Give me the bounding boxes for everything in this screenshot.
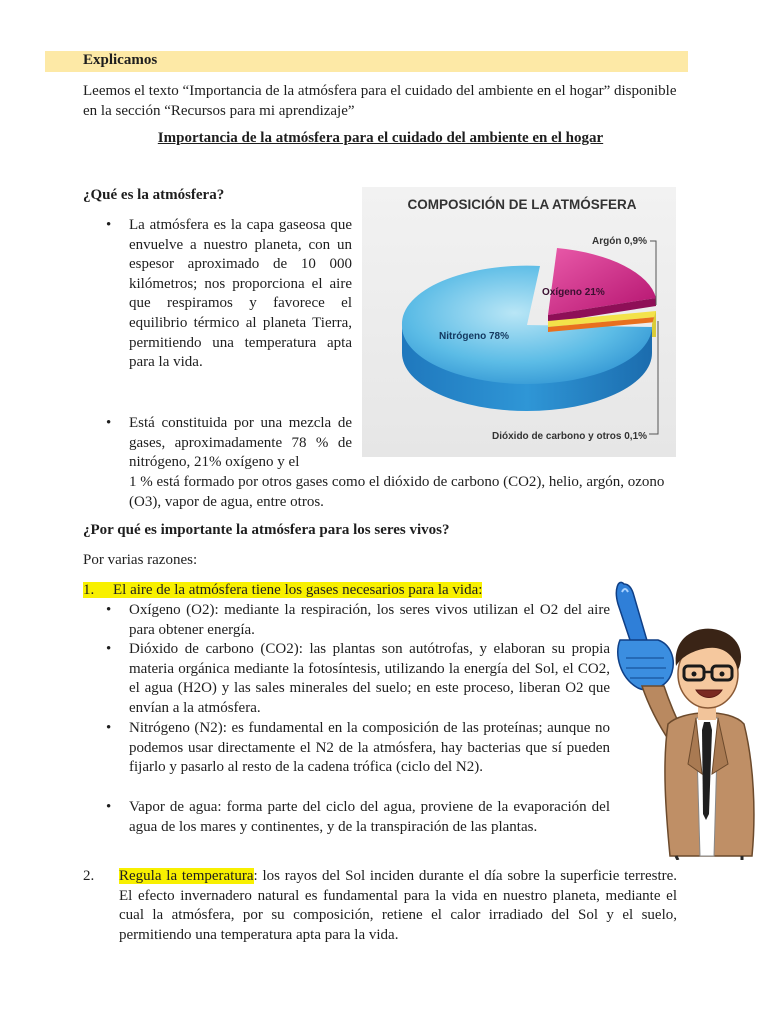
question-heading-2: ¿Por qué es importante la atmósfera para los seres vivos? — [83, 522, 450, 538]
sub-bullet-text: Vapor de agua: forma parte del ciclo del agua, proviene de la evaporación del agua de los mares y continentes, y de la transpiración de las plantas. — [129, 799, 610, 835]
teacher-cartoon-illustration — [612, 574, 768, 860]
item-number-2: 2. — [83, 868, 95, 884]
item-number: 1. — [83, 582, 95, 598]
bullet-text-continuation: 1 % está formado por otros gases como el dióxido de carbono (CO2), helio, argón, ozono (O3), vapor de agua, entre otros. — [129, 474, 665, 510]
question-heading-1: ¿Qué es la atmósfera? — [83, 187, 225, 203]
bullet-icon: • — [106, 602, 112, 618]
bullet-item — [106, 216, 352, 373]
sub-bullet-item — [106, 798, 610, 837]
bullet-icon: • — [106, 415, 112, 431]
item-body-text: : los rayos del Sol inciden durante el día sobre la superficie terrestre. El efecto invernadero natural es fundamental para la vida en nuestro planeta, mediante el cual la atmósfera, por su composición, retiene el calor irradiado del Sol y el suelo, permitiendo una temperatura apta para la vida. — [119, 868, 678, 943]
atmosphere-composition-chart — [362, 187, 676, 457]
label-argon: Argón 0,9% — [592, 236, 648, 247]
label-co2: Dióxido de carbono y otros 0,1% — [492, 431, 648, 442]
sub-bullet-text: Dióxido de carbono (CO2): las plantas son autótrofas, y elaboran su propia materia orgánica mediante la fotosíntesis, utilizando la energía del Sol, el CO2, el agua (H2O) y las sales minerales del suelo; en este proceso, liberan O2 que envían a la atmósfera. — [129, 641, 610, 716]
sub-bullet-item — [106, 640, 610, 718]
item-highlight-text: Regula la temperatura — [119, 868, 254, 884]
bullet-item — [106, 414, 352, 473]
bullet-icon: • — [106, 641, 112, 657]
sub-bullet-item — [106, 719, 610, 778]
bullet-text: Está constituida por una mezcla de gases, aproximadamente 78 % de nitrógeno, 21% oxígeno y el — [129, 415, 352, 471]
bullet-icon: • — [106, 720, 112, 736]
reasons-intro: Por varias razones: — [83, 552, 198, 568]
label-oxygen: Oxígeno 21% — [542, 287, 605, 298]
bullet-icon: • — [106, 799, 112, 815]
numbered-item-1 — [83, 581, 482, 601]
label-nitrogen: Nitrógeno 78% — [439, 331, 510, 342]
intro-paragraph: Leemos el texto “Importancia de la atmósfera para el cuidado del ambiente en el hogar” disponible en la sección “Recursos para mi aprendizaje” — [83, 83, 677, 119]
numbered-item-2 — [119, 867, 677, 945]
bullet-text: La atmósfera es la capa gaseosa que envuelve a nuestro planeta, con un espesor aproximado de 10 000 kilómetros; nos proporciona el aire que respiramos y favorece el equilibrio térmico al planeta Tierra, permitiendo una temperatura apta para la vida. — [129, 217, 352, 371]
sub-bullet-text: Oxígeno (O2): mediante la respiración, los seres vivos utilizan el O2 del aire para obtener energía. — [129, 602, 610, 638]
document-title: Importancia de la atmósfera para el cuidado del ambiente en el hogar — [157, 130, 604, 146]
item-highlight-text: El aire de la atmósfera tiene los gases necesarios para la vida: — [113, 582, 483, 598]
sub-bullet-item — [106, 601, 610, 640]
section-title: Explicamos — [83, 52, 158, 68]
sub-bullet-text: Nitrógeno (N2): es fundamental en la composición de las proteínas; aunque no podemos usar directamente el N2 de la atmósfera, hay bacterias que sí pueden fijarlo y pasarlo al resto de la cadena trófica (ciclo del N2). — [129, 720, 610, 776]
foam-finger-icon — [616, 582, 673, 690]
chart-title: COMPOSICIÓN DE LA ATMÓSFERA — [407, 197, 637, 212]
bullet-icon: • — [106, 217, 112, 233]
item-spacer — [94, 582, 113, 598]
